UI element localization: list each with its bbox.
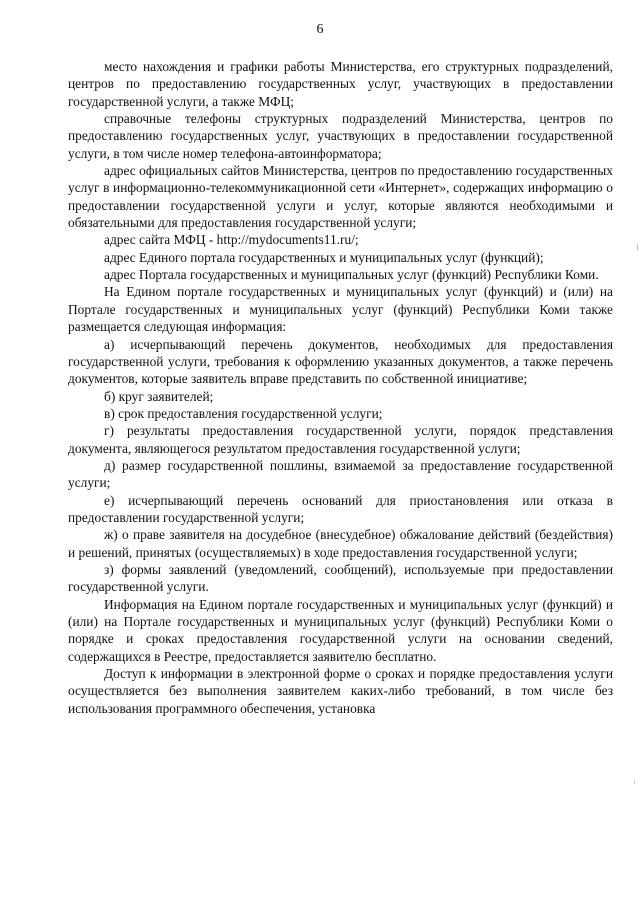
paragraph-location-schedule: место нахождения и графики работы Министерства, его структурных подразделений, центров по предоставлению государственных услуг, участвующих в предоставлении государственной услуги, а также МФЦ; [68,59,613,109]
paragraph-portal-info-intro: На Едином портале государственных и муниципальных услуг (функций) и (или) на Портале государственных и муниципальных услуг (функций) Республики Коми также размещается следующая информация: [68,284,613,335]
scan-artifact [637,244,638,250]
list-item-g: г) результаты предоставления государственной услуги, порядок представления документа, являющегося результатом предоставления государственной услуги; [68,423,613,456]
list-item-a: а) исчерпывающий перечень документов, необходимых для предоставления государственной услуги, требования к оформлению указанных документов, а также перечень документов, которые заявитель вправе представить по собственной инициативе; [68,336,613,387]
list-item-z: з) формы заявлений (уведомлений, сообщений), используемые при предоставлении государственной услуги. [68,561,613,595]
list-item-v: в) срок предоставления государственной услуги; [104,405,383,421]
paragraph-access-info: Доступ к информации в электронной форме о сроках и порядке предоставления услуги осуществляется без выполнения заявителем каких-либо требований, в том числе без использования программного обеспечения, установка [68,666,613,716]
list-item-e: е) исчерпывающий перечень оснований для приостановления или отказа в предоставлении государственной услуги; [68,492,613,525]
paragraph-reference-phones: справочные телефоны структурных подразделений Министерства, центров по предоставлению государственных услуг, участвующих в предоставлении государственной услуги, в том числе номер телефона-автоинформатора; [68,111,613,161]
list-item-d: д) размер государственной пошлины, взимаемой за предоставление государственной услуги; [68,457,613,491]
paragraph-mfc-site: адрес сайта МФЦ - http://mydocuments11.ru/; [104,232,359,248]
paragraph-unified-portal: адрес Единого портала государственных и муниципальных услуг (функций); [104,249,544,265]
document-body [68,58,613,717]
list-item-zh: ж) о праве заявителя на досудебное (внесудебное) обжалование действий (бездействия) и решений, принятых (осуществляемых) в ходе предоставления государственной услуги; [68,527,613,560]
paragraph-official-sites: адрес официальных сайтов Министерства, центров по предоставлению государственных услуг в информационно-телекоммуникационной сети «Интернет», содержащих информацию о предоставлении государственной услуги и услуг, которые являются необходимыми и обязательными для предоставления государственной услуги; [68,163,613,231]
list-item-b: б) круг заявителей; [104,388,214,404]
scan-artifact [634,780,635,784]
page-number: 6 [316,22,324,37]
paragraph-komi-portal: адрес Портала государственных и муниципальных услуг (функций) Республики Коми. [104,267,599,283]
paragraph-free-info: Информация на Едином портале государственных и муниципальных услуг (функций) и (или) на Портале государственных и муниципальных услуг (функций) Республики Коми о порядке и сроках предоставления государственной услуги на основании сведений, содержащихся в Реестре, предоставляется заявителю бесплатно. [68,596,613,664]
